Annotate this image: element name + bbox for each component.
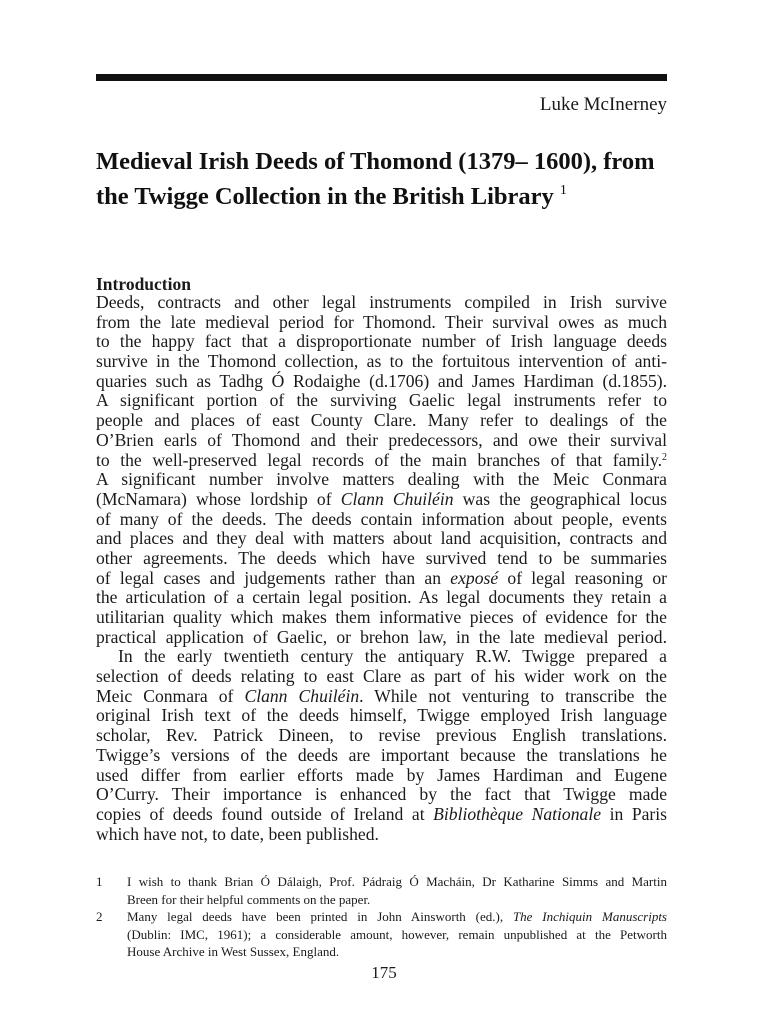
body-line-text: was the geographical locus: [453, 488, 667, 509]
title-footnote-ref[interactable]: 1: [559, 183, 567, 198]
body-line: quaries such as Tadhg Ó Rodaighe (d.1706) and James Hardiman (d.1855).: [96, 370, 667, 391]
section-heading: Introduction: [96, 274, 191, 294]
body-line: the articulation of a certain legal position. As legal documents they retain a: [96, 587, 667, 608]
footnote-line: House Archive in West Sussex, England.: [127, 944, 340, 959]
body-line: practical application of Gaelic, or brehon law, in the late medieval period.: [96, 626, 667, 647]
header-rule: [96, 74, 667, 81]
body-line: Twigge’s versions of the deeds are important because the translations he: [96, 744, 667, 765]
body-line: [96, 687, 667, 707]
body-line: to the happy fact that a disproportionate number of Irish language deeds: [96, 331, 667, 352]
body-line-text: of legal reasoning or: [498, 567, 667, 588]
body-line: from the late medieval period for Thomond. Their survival owes as much: [96, 311, 667, 332]
body-line: [96, 805, 667, 825]
body-line: In the early twentieth century the antiquary R.W. Twigge prepared a: [118, 646, 667, 667]
body-line-text: . While not venturing to transcribe the: [359, 685, 667, 706]
footnote-line: (Dublin: IMC, 1961); a considerable amount, however, remain unpublished at the Petworth: [127, 926, 667, 942]
article-title: [96, 147, 656, 211]
body-line: survive in the Thomond collection, as to the fortuitous intervention of anti-: [96, 351, 667, 372]
footnote-line: Breen for their helpful comments on the paper.: [127, 891, 371, 907]
body-line: which have not, to date, been published.: [96, 823, 379, 844]
body-line-text: (McNamara) whose lordship of: [96, 488, 341, 509]
body-line: [96, 569, 667, 589]
footnote-number: 1: [96, 874, 103, 889]
body-line: other agreements. The deeds which have survived tend to be summaries: [96, 547, 667, 568]
body-line: O’Brien earls of Thomond and their predecessors, and owe their survival: [96, 429, 667, 450]
body-line: A significant number involve matters dealing with the Meic Conmara: [96, 469, 667, 490]
body-line: [96, 490, 667, 510]
footnote-text: [127, 873, 667, 908]
body-line: used differ from earlier efforts made by James Hardiman and Eugene: [96, 764, 667, 785]
emphasis-term: exposé: [450, 567, 499, 588]
author-name: Luke McInerney: [539, 94, 667, 115]
body-line: Deeds, contracts and other legal instruments compiled in Irish survive: [96, 292, 667, 312]
body-line-text: to the well-preserved legal records of the main branches of that family.: [96, 449, 662, 470]
footnote-2: [96, 908, 667, 961]
body-line: and places and they deal with matters about land acquisition, contracts and: [96, 528, 667, 549]
body-line-text: copies of deeds found outside of Ireland at: [96, 803, 434, 824]
footnote-text: [127, 908, 667, 961]
body-line-text: of legal cases and judgements rather than an: [96, 567, 451, 588]
body-line-text: in Paris: [601, 803, 668, 824]
article-title-text: Medieval Irish Deeds of Thomond (1379– 1600), from the Twigge Collection in the British Library: [96, 148, 655, 210]
footnote-ref-2[interactable]: 2: [662, 451, 667, 463]
footnote-line: [127, 908, 667, 926]
emphasis-term: Clann Chuiléin: [244, 685, 360, 706]
body-line: original Irish text of the deeds himself, Twigge employed Irish language: [96, 705, 667, 726]
footnote-line-text: Many legal deeds have been printed in John Ainsworth (ed.),: [127, 909, 513, 924]
body-line: selection of deeds relating to east Clare as part of his wider work on the: [96, 666, 667, 687]
emphasis-term: Bibliothèque Nationale: [433, 803, 602, 824]
body-line: [96, 451, 667, 471]
body-line: scholar, Rev. Patrick Dineen, to revise previous English translations.: [96, 725, 667, 746]
body-line-text: Meic Conmara of: [96, 685, 245, 706]
footnote-line: I wish to thank Brian Ó Dálaigh, Prof. Pádraig Ó Macháin, Dr Katharine Simms and Martin: [127, 874, 667, 889]
footnotes: [96, 873, 667, 961]
footnote-number: 2: [96, 909, 103, 924]
emphasis-title: The Inchiquin Manuscripts: [512, 909, 667, 924]
body-line: utilitarian quality which makes them informative pieces of evidence for the: [96, 607, 667, 627]
body-line: A significant portion of the surviving Gaelic legal instruments refer to: [96, 390, 667, 411]
page-number: 175: [371, 963, 397, 982]
body-line: of many of the deeds. The deeds contain information about people, events: [96, 508, 667, 529]
body-text: [96, 293, 667, 844]
emphasis-term: Clann Chuiléin: [340, 488, 454, 509]
footnote-1: [96, 873, 667, 908]
body-line: people and places of east County Clare. Many refer to dealings of the: [96, 410, 667, 431]
body-line: O’Curry. Their importance is enhanced by the fact that Twigge made: [96, 784, 667, 805]
